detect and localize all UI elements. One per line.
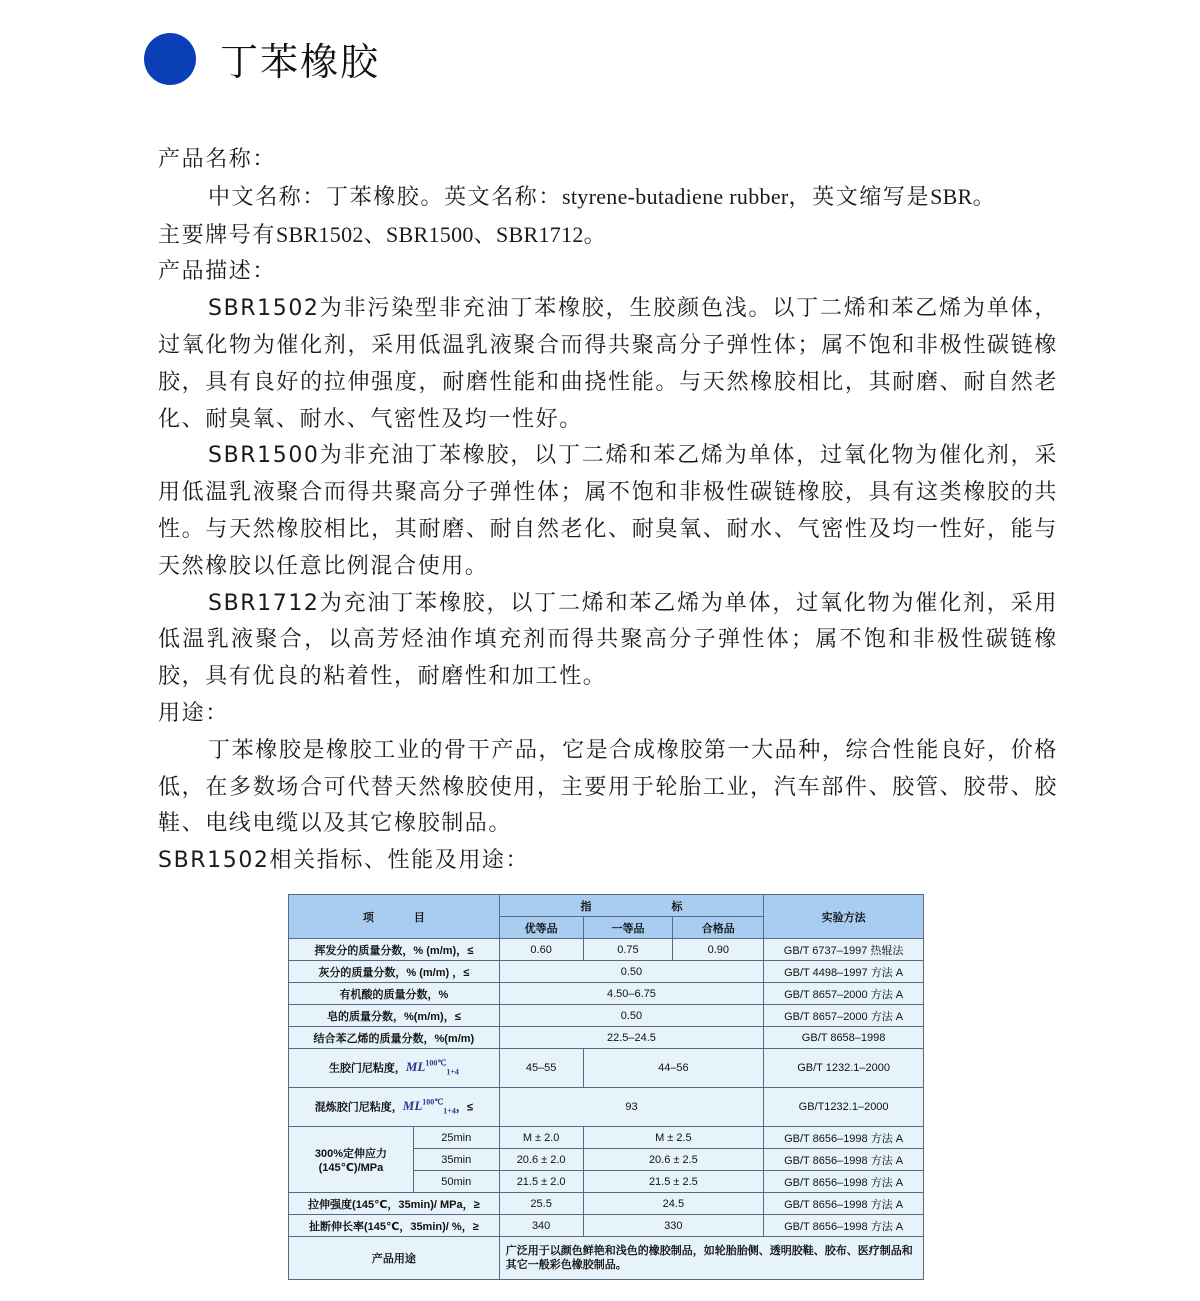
product-name-line xyxy=(158,179,1058,217)
cell-value: 0.75 xyxy=(583,939,673,961)
abbr-text: SBR xyxy=(930,183,973,209)
row-item: 生胶门尼粘度，$ML^{100℃}_{1+4}$ xyxy=(289,1049,500,1088)
cell-value: 340 xyxy=(499,1215,583,1237)
col-item-header: 项 目 xyxy=(289,895,500,939)
cell-value: 22.5–24.5 xyxy=(499,1027,764,1049)
table-row xyxy=(289,1049,924,1088)
row-item: 拉伸强度(145℃，35min)/ MPa，≥ xyxy=(289,1193,500,1215)
cell-value: M ± 2.5 xyxy=(583,1127,764,1149)
cell-method: GB/T 8656–1998 方法 A xyxy=(764,1193,924,1215)
cell-value: 330 xyxy=(583,1215,764,1237)
cell-time: 35min xyxy=(413,1149,499,1171)
en-name-text: styrene-butadiene rubber xyxy=(562,183,789,209)
row-item: 结合苯乙烯的质量分数，%(m/m) xyxy=(289,1027,500,1049)
col-index-header: 指 标 xyxy=(499,895,764,917)
product-name-heading: 产品名称： xyxy=(158,147,277,172)
period: 。 xyxy=(583,222,608,248)
cell-time: 25min xyxy=(413,1127,499,1149)
title-bullet-icon xyxy=(144,33,196,85)
cell-method: GB/T 8656–1998 方法 A xyxy=(764,1149,924,1171)
cell-method: GB/T 8657–2000 方法 A xyxy=(764,1005,924,1027)
cell-method: GB/T 8656–1998 方法 A xyxy=(764,1215,924,1237)
abbr-label: ，英文缩写是 xyxy=(788,184,931,210)
desc-sbr1502: SBR1502为非污染型非充油丁苯橡胶，生胶颜色浅。以丁二烯和苯乙烯为单体，过氧化物为催化剂，采用低温乳液聚合而得共聚高分子弹性体；属不饱和非极性碳链橡胶，具有良好的拉伸强度，耐磨性能和曲挠性能。与天然橡胶相比，其耐磨、耐自然老化、耐臭氧、耐水、气密性及均一性好。 xyxy=(158,296,1058,432)
row-item: 挥发分的质量分数，% (m/m)，≤ xyxy=(289,939,500,961)
period: 。 xyxy=(972,184,997,210)
grades-line xyxy=(158,217,1058,255)
grades-list: SBR1502、SBR1500、SBR1712 xyxy=(276,221,584,247)
spec-table xyxy=(288,894,924,1280)
table-row xyxy=(289,961,924,983)
cell-value: 20.6 ± 2.0 xyxy=(499,1149,583,1171)
col-grade-qualified: 合格品 xyxy=(673,917,764,939)
cell-value: 44–56 xyxy=(583,1049,764,1088)
usage-text: 丁苯橡胶是橡胶工业的骨干产品，它是合成橡胶第一大品种，综合性能良好，价格低，在多数场合可代替天然橡胶使用，主要用于轮胎工业，汽车部件、胶管、胶带、胶鞋、电线电缆以及其它橡胶制品。 xyxy=(158,737,1058,837)
desc-sbr1500: SBR1500为非充油丁苯橡胶，以丁二烯和苯乙烯为单体，过氧化物为催化剂，采用低温乳液聚合而得共聚高分子弹性体；属不饱和非极性碳链橡胶，具有这类橡胶的共性。与天然橡胶相比，其耐磨、耐自然老化、耐臭氧、耐水、气密性及均一性好，能与天然橡胶以任意比例混合使用。 xyxy=(158,443,1058,579)
mooney-symbol: $ML^{100℃}_{1+4}$ xyxy=(402,1098,456,1116)
row-item: 有机酸的质量分数，% xyxy=(289,983,500,1005)
table-row xyxy=(289,1237,924,1280)
cell-value: 21.5 ± 2.5 xyxy=(583,1171,764,1193)
table-header-row xyxy=(289,895,924,917)
cell-usage: 广泛用于以颜色鲜艳和浅色的橡胶制品，如轮胎胎侧、透明胶鞋、胶布、医疗制品和其它一般彩色橡胶制品。 xyxy=(499,1237,923,1280)
cell-value: 93 xyxy=(499,1088,764,1127)
table-heading: SBR1502相关指标、性能及用途： xyxy=(158,848,530,874)
table-row xyxy=(289,983,924,1005)
table-row xyxy=(289,939,924,961)
cell-value: 25.5 xyxy=(499,1193,583,1215)
table-row xyxy=(289,1127,924,1149)
table-row xyxy=(289,1193,924,1215)
cell-value: 21.5 ± 2.0 xyxy=(499,1171,583,1193)
cell-method: GB/T 8658–1998 xyxy=(764,1027,924,1049)
usage-heading: 用途： xyxy=(158,700,229,726)
cell-value: 0.50 xyxy=(499,1005,764,1027)
cell-value: 0.90 xyxy=(673,939,764,961)
cell-method: GB/T 1232.1–2000 xyxy=(764,1049,924,1088)
row-item: 扯断伸长率(145℃，35min)/ %，≥ xyxy=(289,1215,500,1237)
cell-value: 45–55 xyxy=(499,1049,583,1088)
mooney-symbol: $ML^{100℃}_{1+4}$ xyxy=(405,1059,459,1077)
cn-name-text: 中文名称：丁苯橡胶。英文名称： xyxy=(208,184,563,210)
table-row xyxy=(289,1215,924,1237)
grades-label: 主要牌号有 xyxy=(158,222,277,248)
cell-value: 4.50–6.75 xyxy=(499,983,764,1005)
article-body xyxy=(158,142,1058,880)
cell-value: M ± 2.0 xyxy=(499,1127,583,1149)
table-row xyxy=(289,1027,924,1049)
cell-method: GB/T 8656–1998 方法 A xyxy=(764,1127,924,1149)
cell-method: GB/T 8656–1998 方法 A xyxy=(764,1171,924,1193)
cell-method: GB/T 6737–1997 热辊法 xyxy=(764,939,924,961)
desc-sbr1712: SBR1712为充油丁苯橡胶，以丁二烯和苯乙烯为单体，过氧化物为催化剂，采用低温乳液聚合，以高芳烃油作填充剂而得共聚高分子弹性体；属不饱和非极性碳链橡胶，具有优良的粘着性，耐磨性和加工性。 xyxy=(158,590,1058,690)
cell-method: GB/T 4498–1997 方法 A xyxy=(764,961,924,983)
page-title: 丁苯橡胶 xyxy=(220,40,381,84)
col-grade-superior: 优等品 xyxy=(499,917,583,939)
cell-value: 24.5 xyxy=(583,1193,764,1215)
cell-value: 20.6 ± 2.5 xyxy=(583,1149,764,1171)
row-item: 皂的质量分数，%(m/m)，≤ xyxy=(289,1005,500,1027)
cell-time: 50min xyxy=(413,1171,499,1193)
table-row xyxy=(289,1005,924,1027)
cell-value: 0.50 xyxy=(499,961,764,983)
row-item: 灰分的质量分数，% (m/m) ，≤ xyxy=(289,961,500,983)
cell-method: GB/T1232.1–2000 xyxy=(764,1088,924,1127)
table-row xyxy=(289,1088,924,1127)
row-item: 产品用途 xyxy=(289,1237,500,1280)
col-grade-first: 一等品 xyxy=(583,917,673,939)
cell-value: 0.60 xyxy=(499,939,583,961)
cell-method: GB/T 8657–2000 方法 A xyxy=(764,983,924,1005)
row-item-stress: 300%定伸应力 (145℃)/MPa xyxy=(289,1127,414,1193)
col-method-header: 实验方法 xyxy=(764,895,924,939)
row-item: 混炼胶门尼粘度，$ML^{100℃}_{1+4}$，≤ xyxy=(289,1088,500,1127)
description-heading: 产品描述： xyxy=(158,259,277,285)
